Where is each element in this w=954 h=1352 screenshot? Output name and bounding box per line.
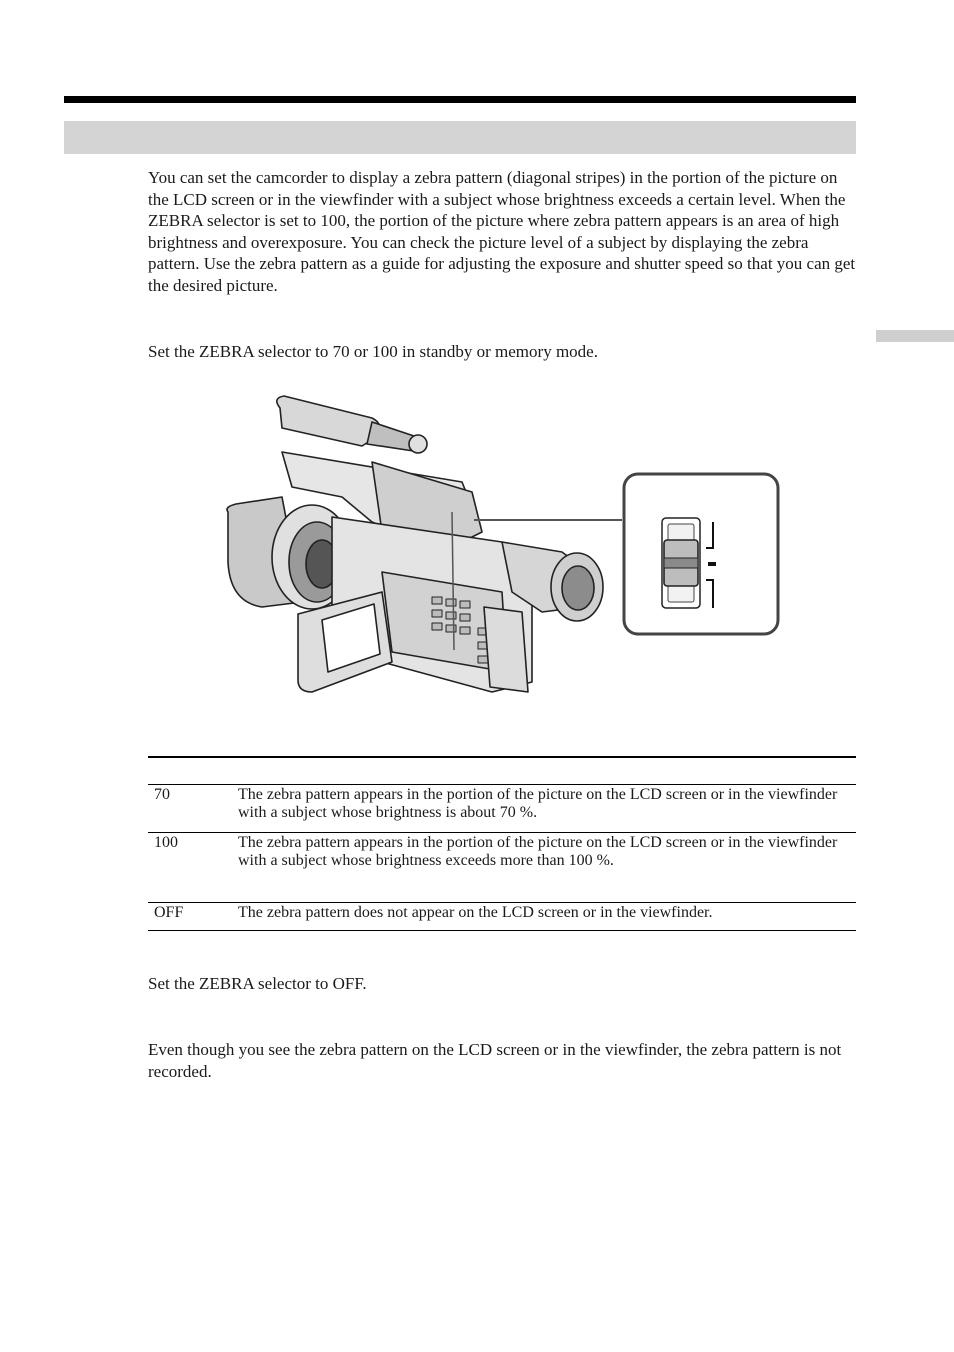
table-row — [148, 904, 856, 931]
cancel-instruction: Set the ZEBRA selector to OFF. — [148, 974, 367, 993]
table-description: The zebra pattern does not appear on the LCD screen or in the viewfinder. — [238, 904, 713, 921]
table-key: OFF — [154, 904, 184, 921]
camcorder-illustration — [222, 392, 782, 712]
table-description: The zebra pattern appears in the portion of the picture on the LCD screen or in the viewfinder with a subject whose brightness is about 70 %. — [238, 786, 838, 821]
note-paragraph: Even though you see the zebra pattern on the LCD screen or in the viewfinder, the zebra pattern is not recorded. — [148, 1040, 842, 1081]
chapter-side-tab — [876, 330, 954, 342]
microphone-shape — [277, 396, 380, 446]
table-row — [148, 786, 856, 833]
table-key: 100 — [154, 834, 178, 851]
table-header-rule — [148, 784, 856, 785]
section-heading-band — [64, 121, 856, 154]
table-top-rule — [148, 756, 856, 758]
zebra-selector-callout — [624, 474, 778, 634]
table-row — [148, 834, 856, 903]
intro-paragraph: You can set the camcorder to display a zebra pattern (diagonal stripes) in the portion of the picture on the LCD screen or in the viewfinder with a subject whose brightness exceeds a certain level. When the ZEBRA selector is set to 100, the portion of the picture where zebra pattern appears is an area of high brightness and overexposure. You can check the picture level of a subject by displaying the zebra pattern. Use the zebra pattern as a guide for adjusting the exposure and shutter speed so that you can get the desired picture. — [148, 168, 856, 295]
table-description: The zebra pattern appears in the portion of the picture on the LCD screen or in the viewfinder with a subject whose brightness exceeds more than 100 %. — [238, 834, 838, 869]
top-rule — [64, 96, 856, 103]
instruction-paragraph: Set the ZEBRA selector to 70 or 100 in standby or memory mode. — [148, 342, 598, 361]
table-key: 70 — [154, 786, 170, 803]
